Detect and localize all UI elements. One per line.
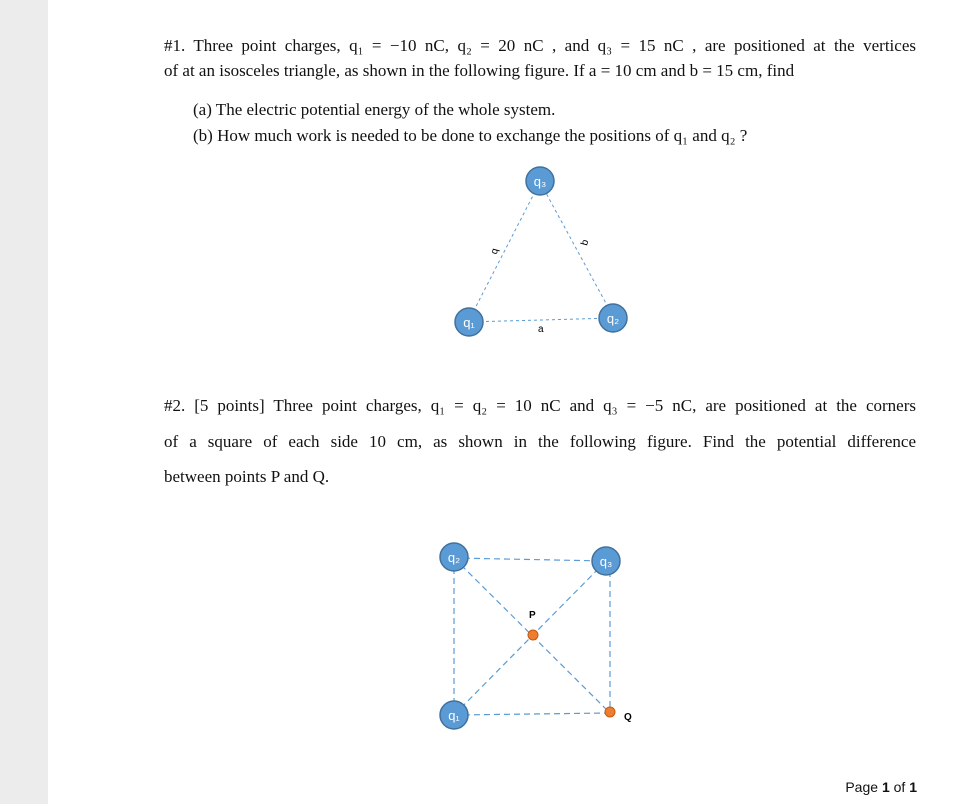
charge-q3-square [592,547,620,575]
problem1-part-b: (b) How much work is needed to be done to exchange the positions of q₁ and q₂ ? [193,126,748,145]
charge-q2-label: q₂ [606,311,620,326]
footer-page-number: 1 [881,779,890,795]
problem1-line1-text: #1. Three point charges, q₁ = −10 nC, q₂ = 20 nC , and q₃ = 15 nC , are positioned at the vertices [164,36,916,55]
footer-page-total: 1 [909,779,917,795]
charge-q3-label: q₃ [533,174,547,189]
side-label-a: a [538,324,544,335]
problem2-line2: of a square of each side 10 cm, as shown in the following figure. Find the potential difference [164,432,916,451]
charge-q1-label: q₁ [463,315,475,330]
point-q [605,707,615,717]
point-q-label: Q [624,712,632,723]
charge-q2-square-label: q₂ [447,550,461,565]
point-p [528,630,538,640]
footer-prefix: Page [845,779,882,795]
problem2-line3: between points P and Q. [164,467,330,486]
problem2-line1: #2. [5 points] Three point charges, q₁ = q₂ = 10 nC and q₃ = −5 nC, are positioned at the corners [164,396,916,415]
side-label-b-left: b [488,247,501,256]
charge-q1-square-label: q₁ [448,708,460,723]
charge-q2-square [440,543,468,571]
square-top-edge [454,558,606,561]
square-bottom-edge [454,713,610,715]
charge-q3-square-label: q₃ [599,554,613,569]
footer-middle: of [889,779,910,795]
document-page [48,0,970,804]
problem1-part-a: (a) The electric potential energy of the whole system. [193,100,556,119]
square-figure [48,0,970,804]
page-footer [845,779,917,795]
charge-q1-square [440,701,468,729]
point-p-label: P [529,610,536,621]
problem1-line2: of at an isosceles triangle, as shown in the following figure. If a = 10 cm and b = 15 cm, find [164,61,795,80]
side-label-b-right: b [579,238,592,247]
